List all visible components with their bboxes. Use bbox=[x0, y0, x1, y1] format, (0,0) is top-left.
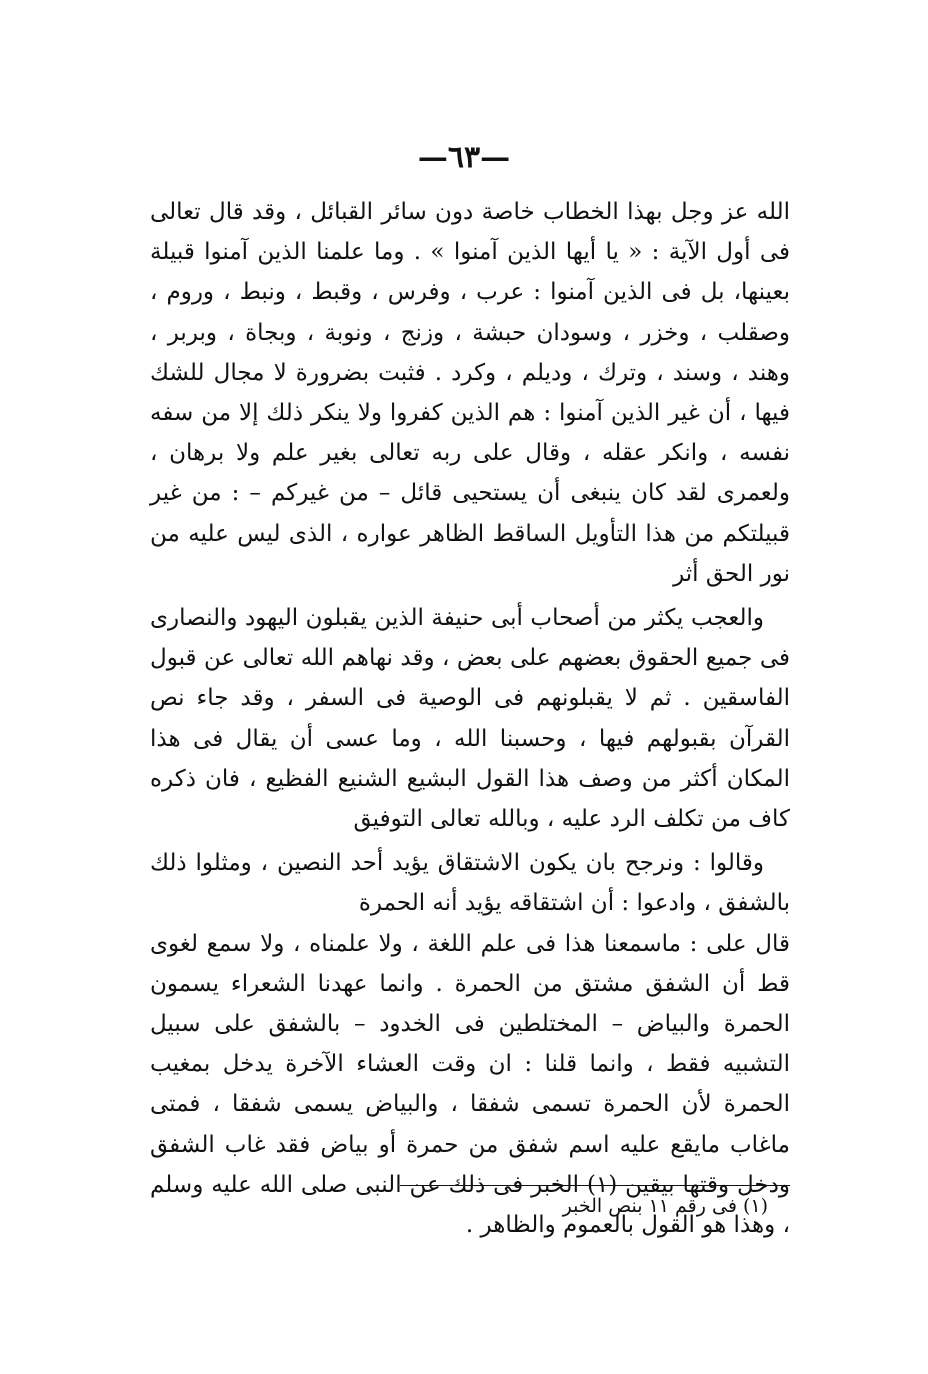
paragraph-1: الله عز وجل بهذا الخطاب خاصة دون سائر القبائل ، وقد قال تعالى فى أول الآية : « يا أيها الذين آمنوا » . وما علمنا الذين آمنوا قبيلة بعينها، بل فى الذين آمنوا : عرب ، وفرس ، وقبط ، ونبط ، وروم ، وصقلب ، وخزر ، وسودان حبشة ، وزنج ، ونوبة ، وبجاة ، وبربر ، وهند ، وسند ، وترك ، وديلم ، وكرد . فثبت بضرورة لا مجال للشك فيها ، أن غير الذين آمنوا : هم الذين كفروا ولا ينكر ذلك إلا من سفه نفسه ، وانكر عقله ، وقال على ربه تعالى بغير علم ولا برهان ، ولعمرى لقد كان ينبغى أن يستحيى قائل – من غيركم – : من غير قبيلتكم من هذا التأويل الساقط الظاهر عواره ، الذى ليس عليه من نور الحق أثر bbox=[150, 199, 790, 587]
paragraph-2: والعجب يكثر من أصحاب أبى حنيفة الذين يقبلون اليهود والنصارى فى جميع الحقوق بعضهم على بعض ، وقد نهاهم الله تعالى عن قبول الفاسقين . ثم لا يقبلونهم فى الوصية فى السفر ، وقد جاء نص القرآن بقبولهم فيها ، وحسبنا الله ، وما عسى أن يقال فى هذا المكان أكثر من وصف هذا القول البشيع الشنيع الفظيع ، فان ذكره كاف من تكلف الرد عليه ، وبالله تعالى التوفيق bbox=[150, 605, 790, 833]
paragraph-3: وقالوا : ونرجح بان يكون الاشتقاق يؤيد أحد النصين ، ومثلوا ذلك بالشفق ، وادعوا : أن اشتقاقه يؤيد أنه الحمرة bbox=[150, 850, 790, 917]
footnote: (١) فى رقم ١١ بنص الخبر bbox=[562, 1195, 768, 1217]
body-text bbox=[150, 192, 790, 1245]
paragraph-4: قال على : ماسمعنا هذا فى علم اللغة ، ولا علمناه ، ولا سمع لغوى قط أن الشفق مشتق من الحمرة . وانما عهدنا الشعراء يسمون الحمرة والبياض – المختلطين فى الخدود – بالشفق على سبيل التشبيه فقط ، وانما قلنا : ان وقت العشاء الآخرة يدخل بمغيب الحمرة لأن الحمرة تسمى شفقا ، والبياض يسمى شفقا ، فمتى ماغاب مايقع عليه اسم شفق من حمرة أو بياض فقد غاب الشفق ودخل وقتها بيقين (١) الخبر فى ذلك عن النبى صلى الله عليه وسلم ، وهذا هو القول بالعموم والظاهر . bbox=[150, 930, 790, 1239]
footnote-divider bbox=[400, 1185, 790, 1186]
page-number: —٦٣— bbox=[417, 140, 511, 175]
